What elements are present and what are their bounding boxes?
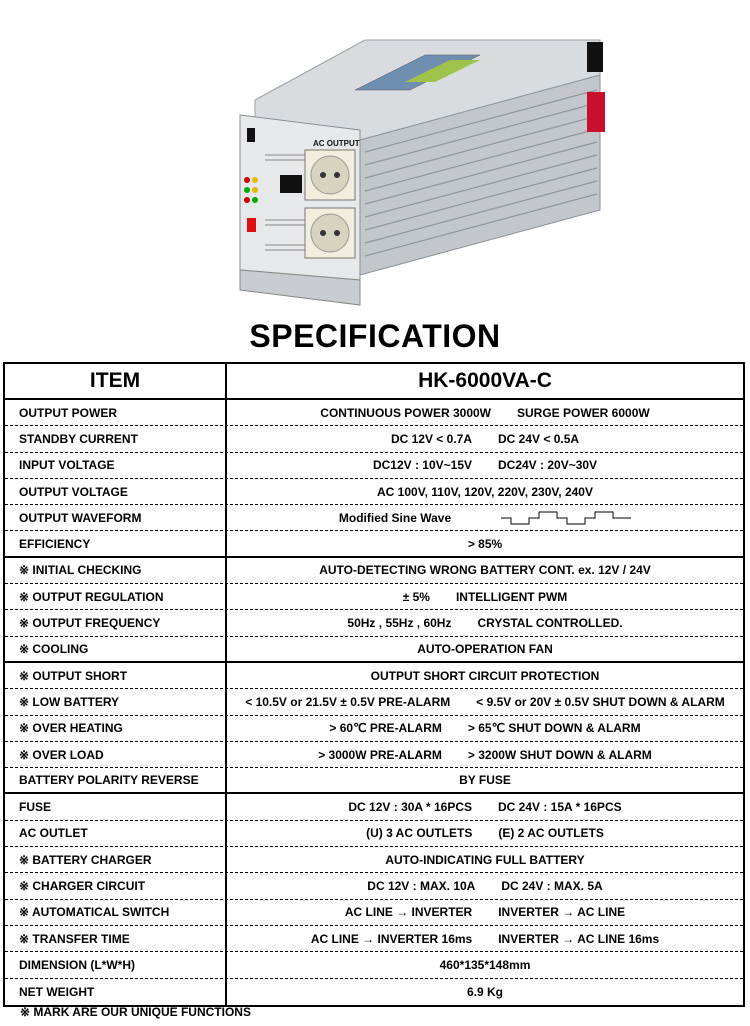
row-value: < 10.5V or 21.5V ± 0.5V PRE-ALARM: [245, 694, 451, 709]
row-value-2: (E) 2 AC OUTLETS: [498, 826, 604, 841]
ac-output-label: AC OUTPUT: [313, 139, 360, 148]
row-label: ※ COOLING: [5, 637, 227, 661]
row-value: DC 12V < 0.7A: [390, 431, 472, 446]
row-value: Modified Sine Wave: [338, 510, 452, 525]
row-value-2: INTELLIGENT PWM: [455, 589, 568, 604]
header-item: ITEM: [5, 364, 227, 398]
row-value: CONTINUOUS POWER 3000W: [320, 405, 491, 420]
row-label: ※ TRANSFER TIME: [5, 926, 227, 951]
row-label: EFFICIENCY: [5, 531, 227, 555]
row-label: ※ OUTPUT FREQUENCY: [5, 610, 227, 635]
row-label: NET WEIGHT: [5, 979, 227, 1005]
row-value-2: DC 24V : 15A * 16PCS: [498, 800, 622, 815]
row-value: AC LINE → INVERTER: [344, 905, 473, 920]
row-label: INPUT VOLTAGE: [5, 453, 227, 478]
row-value: DC 12V : MAX. 10A: [367, 878, 476, 893]
row-value-2: INVERTER → AC LINE: [498, 905, 626, 920]
table-row: [5, 426, 743, 452]
row-value-2: > 3200W SHUT DOWN & ALARM: [467, 747, 652, 762]
table-row: [5, 926, 743, 952]
footnote: ※ MARK ARE OUR UNIQUE FUNCTIONS: [20, 1005, 251, 1019]
row-label: FUSE: [5, 794, 227, 819]
row-value-2: INVERTER → AC LINE 16ms: [498, 931, 660, 946]
table-header: [5, 364, 743, 400]
row-label: ※ OVER HEATING: [5, 716, 227, 741]
table-row: [5, 689, 743, 715]
table-row: [5, 716, 743, 742]
table-row: [5, 873, 743, 899]
row-label: ※ AUTOMATICAL SWITCH: [5, 900, 227, 925]
row-label: ※ INITIAL CHECKING: [5, 558, 227, 583]
row-value: > 85%: [467, 536, 503, 551]
row-value: 460*135*148mm: [439, 957, 531, 972]
table-row: [5, 821, 743, 847]
table-row: [5, 584, 743, 610]
row-value: AUTO-OPERATION FAN: [417, 641, 553, 656]
row-value-2: DC24V : 20V~30V: [498, 458, 598, 473]
row-value-2: DC 24V < 0.5A: [498, 431, 580, 446]
row-label: ※ OUTPUT SHORT: [5, 663, 227, 688]
table-row: [5, 847, 743, 873]
row-value: DC 12V : 30A * 16PCS: [348, 800, 472, 815]
modified-sine-wave-icon: [501, 509, 631, 527]
row-label: ※ CHARGER CIRCUIT: [5, 873, 227, 898]
row-value: AUTO-INDICATING FULL BATTERY: [385, 852, 585, 867]
table-row: [5, 742, 743, 768]
row-label: OUTPUT VOLTAGE: [5, 479, 227, 504]
row-value: AC 100V, 110V, 120V, 220V, 230V, 240V: [377, 484, 593, 499]
row-label: DIMENSION (L*W*H): [5, 952, 227, 977]
table-row: [5, 900, 743, 926]
table-row: [5, 531, 743, 557]
row-value-2: > 65℃ SHUT DOWN & ALARM: [467, 721, 641, 736]
row-label: ※ OUTPUT REGULATION: [5, 584, 227, 609]
row-value: > 60℃ PRE-ALARM: [329, 721, 442, 736]
row-value: DC12V : 10V~15V: [372, 458, 472, 473]
table-row: [5, 637, 743, 663]
row-value: 50Hz , 55Hz , 60Hz: [347, 616, 452, 631]
inverter-product-image: [225, 20, 625, 320]
row-label: ※ OVER LOAD: [5, 742, 227, 767]
table-row: [5, 505, 743, 531]
table-row: [5, 479, 743, 505]
table-row: [5, 794, 743, 820]
row-value-2: < 9.5V or 20V ± 0.5V SHUT DOWN & ALARM: [476, 694, 725, 709]
row-label: OUTPUT POWER: [5, 400, 227, 425]
row-value: ± 5%: [402, 589, 430, 604]
table-row: [5, 400, 743, 426]
table-row: [5, 952, 743, 978]
header-model: HK-6000VA-C: [418, 369, 552, 392]
row-value-2: DC 24V : MAX. 5A: [501, 878, 603, 893]
row-value: > 3000W PRE-ALARM: [318, 747, 442, 762]
row-value: 6.9 Kg: [466, 984, 503, 999]
row-label: OUTPUT WAVEFORM: [5, 505, 227, 530]
row-value: (U) 3 AC OUTLETS: [366, 826, 473, 841]
table-row: [5, 610, 743, 636]
row-value: AUTO-DETECTING WRONG BATTERY CONT. ex. 12V / 24V: [319, 563, 651, 578]
row-label: AC OUTLET: [5, 821, 227, 846]
table-row: [5, 979, 743, 1005]
row-value-2: SURGE POWER 6000W: [517, 405, 650, 420]
table-row: [5, 558, 743, 584]
row-value: AC LINE → INVERTER 16ms: [310, 931, 473, 946]
row-value: OUTPUT SHORT CIRCUIT PROTECTION: [370, 668, 600, 683]
table-row: [5, 453, 743, 479]
row-value: BY FUSE: [459, 773, 511, 788]
spec-table: [3, 362, 745, 1007]
row-label: STANDBY CURRENT: [5, 426, 227, 451]
table-row: [5, 663, 743, 689]
row-label: BATTERY POLARITY REVERSE: [5, 768, 227, 792]
row-label: ※ LOW BATTERY: [5, 689, 227, 714]
page-title: SPECIFICATION: [249, 318, 501, 354]
row-value-2: CRYSTAL CONTROLLED.: [477, 616, 623, 631]
row-label: ※ BATTERY CHARGER: [5, 847, 227, 872]
table-row: [5, 768, 743, 794]
